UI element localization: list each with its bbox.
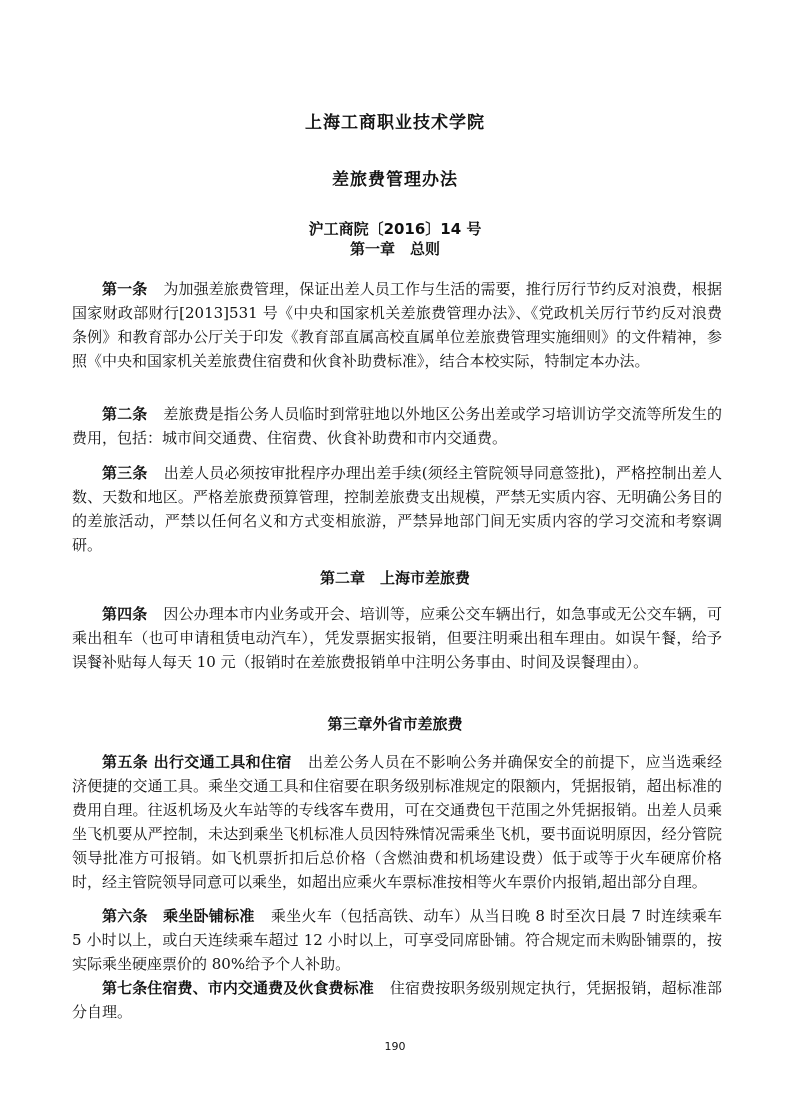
article-2-text: 差旅费是指公务人员临时到常驻地以外地区公务出差或学习培训访学交流等所发生的费用，包括：城市间交通费、住宿费、伙食补助费和市内交通费。 [72,405,722,447]
article-7 [72,976,722,1024]
article-6-lead: 第六条 乘坐卧铺标准 [102,907,255,925]
page-number: 190 [384,1040,406,1053]
article-3-text: 出差人员必须按审批程序办理出差手续(须经主管院领导同意签批)，严格控制出差人数、天数和地区。严格差旅费预算管理，控制差旅费支出规模，严禁无实质内容、无明确公务目的的差旅活动，严禁以任何名义和方式变相旅游，严禁异地部门间无实质内容的学习交流和考察调研。 [72,464,722,554]
document-title: 差旅费管理办法 [332,170,458,190]
chapter-1-heading: 第一章 总则 [349,240,440,258]
article-2 [72,402,722,450]
article-7-text: 住宿费按职务级别规定执行，凭据报销，超标准部分自理。 [72,979,722,1021]
article-6 [72,904,722,976]
chapter-3-heading: 第三章外省市差旅费 [327,715,463,733]
article-4-lead: 第四条 [102,605,148,623]
article-4-text: 因公办理本市内业务或开会、培训等，应乘公交车辆出行，如急事或无公交车辆，可乘出租车（也可申请租赁电动汽车），凭发票据实报销，但要注明乘出租车理由。如误午餐，给予误餐补贴每人每天 10 元（报销时在差旅费报销单中注明公务事由、时间及误餐理由）。 [72,605,722,671]
article-7-lead: 第七条住宿费、市内交通费及伙食费标准 [102,979,374,997]
article-1 [72,277,722,373]
article-3 [72,461,722,557]
institution-title: 上海工商职业技术学院 [305,113,485,133]
chapter-2-heading: 第二章 上海市差旅费 [319,569,470,587]
article-5-text: 出差公务人员在不影响公务并确保安全的前提下，应当选乘经济便捷的交通工具。乘坐交通工具和住宿要在职务级别标准规定的限额内，凭据报销，超出标准的费用自理。往返机场及火车站等的专线客车费用，可在交通费包干范围之外凭据报销。出差人员乘坐飞机要从严控制，未达到乘坐飞机标准人员因特殊情况需乘坐飞机，要书面说明原因，经分管院领导批准方可报销。如飞机票折扣后总价格（含燃油费和机场建设费）低于或等于火车硬席价格时，经主管院领导同意可以乘坐，如超出应乘火车票标准按相等火车票价内报销,超出部分自理。 [72,753,722,891]
article-5 [72,750,722,894]
article-5-lead: 第五条 出行交通工具和住宿 [102,753,292,771]
article-6-text: 乘坐火车（包括高铁、动车）从当日晚 8 时至次日晨 7 时连续乘车 5 小时以上，或白天连续乘车超过 12 小时以上，可享受同席卧铺。符合规定而未购卧铺票的，按实际乘坐硬座票价的 80%给予个人补助。 [72,907,722,973]
article-1-text: 为加强差旅费管理，保证出差人员工作与生活的需要，推行厉行节约反对浪费，根据国家财政部财行[2013]531 号《中央和国家机关差旅费管理办法》、《党政机关厉行节约反对浪费条例》和教育部办公厅关于印发《教育部直属高校直属单位差旅费管理实施细则》的文件精神，参照《中央和国家机关差旅费住宿费和伙食补助费标准》，结合本校实际，特制定本办法。 [72,280,722,370]
article-4 [72,602,722,674]
article-1-lead: 第一条 [102,280,148,298]
article-3-lead: 第三条 [102,464,148,482]
document-number: 沪工商院〔2016〕14 号 [308,220,482,238]
article-2-lead: 第二条 [102,405,148,423]
